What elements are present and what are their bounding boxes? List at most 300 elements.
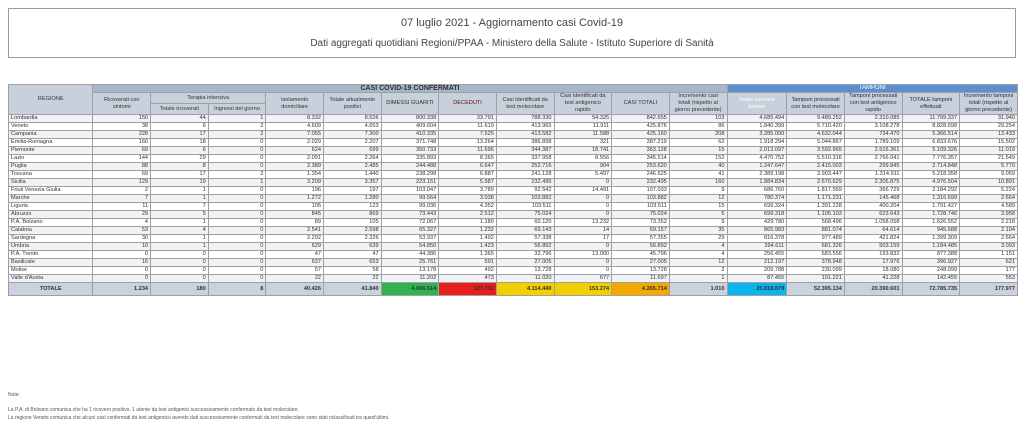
- region-name: Veneto: [9, 123, 93, 131]
- table-cell: 2.104: [960, 227, 1018, 235]
- table-cell: 681.326: [787, 243, 845, 251]
- table-cell: 0: [93, 267, 151, 275]
- table-cell: 677: [554, 275, 612, 283]
- table-cell: 0: [554, 211, 612, 219]
- table-cell: 11.020: [496, 275, 554, 283]
- table-cell: 103.882: [612, 195, 670, 203]
- table-cell: 9: [669, 187, 727, 195]
- table-cell: 208: [669, 131, 727, 139]
- table-cell: 0: [208, 211, 266, 219]
- table-cell: 13.728: [612, 267, 670, 275]
- region-name: Valle d'Aosta: [9, 275, 93, 283]
- table-cell: 2.415.003: [787, 163, 845, 171]
- table-cell: 2.264: [323, 155, 381, 163]
- table-cell: 177: [960, 267, 1018, 275]
- table-cell: 0: [554, 203, 612, 211]
- table-row: [9, 203, 1018, 211]
- table-cell: 129: [93, 179, 151, 187]
- table-row: [9, 155, 1018, 163]
- table-cell: 4: [93, 219, 151, 227]
- col-header-tamponi-antigenico: Tamponi processati con test antigenico rapido: [844, 93, 902, 115]
- col-header-isolamento: Isolamento domiciliare: [266, 93, 324, 115]
- table-cell: 62: [669, 139, 727, 147]
- table-cell: 387.219: [612, 139, 670, 147]
- table-cell: 734.470: [844, 131, 902, 139]
- table-cell: 1.314.911: [844, 171, 902, 179]
- table-cell: 9.059: [960, 171, 1018, 179]
- table-cell: 623.643: [844, 211, 902, 219]
- table-cell: 637: [266, 259, 324, 267]
- table-cell: 4.685.494: [727, 115, 787, 123]
- table-cell: 1: [208, 115, 266, 123]
- table-cell: 1: [151, 187, 209, 195]
- table-cell: 64.614: [844, 227, 902, 235]
- table-cell: 44.386: [381, 251, 439, 259]
- table-cell: 1.232: [439, 227, 497, 235]
- table-cell: 35: [669, 227, 727, 235]
- table-cell: 232.495: [496, 179, 554, 187]
- table-cell: 344.387: [496, 147, 554, 155]
- table-cell: 17.976: [844, 259, 902, 267]
- table-cell: 2.389: [266, 163, 324, 171]
- table-cell: 10.891: [960, 179, 1018, 187]
- table-cell: 230.099: [787, 267, 845, 275]
- table-cell: 0: [554, 267, 612, 275]
- table-cell: 1.391.228: [787, 203, 845, 211]
- table-cell: 29: [669, 235, 727, 243]
- total-row: [9, 283, 1018, 296]
- table-cell: 0: [208, 187, 266, 195]
- total-cell: 4.265.714: [612, 283, 670, 296]
- table-cell: 2.310.085: [844, 115, 902, 123]
- table-cell: 60.120: [496, 219, 554, 227]
- table-cell: 1.423: [439, 243, 497, 251]
- table-cell: 2.218: [960, 219, 1018, 227]
- table-cell: 800.338: [381, 115, 439, 123]
- total-cell: 25.818.879: [727, 283, 787, 296]
- table-cell: 4.470.752: [727, 155, 787, 163]
- table-cell: 103.511: [612, 203, 670, 211]
- total-cell: 1.010: [669, 283, 727, 296]
- table-cell: 0: [208, 139, 266, 147]
- table-cell: 27.005: [496, 259, 554, 267]
- table-cell: 69: [93, 171, 151, 179]
- table-cell: 1.058.058: [844, 219, 902, 227]
- table-cell: 1.247.647: [727, 163, 787, 171]
- table-cell: 624: [266, 147, 324, 155]
- table-row: [9, 219, 1018, 227]
- table-cell: 3.592.965: [787, 147, 845, 155]
- region-name: Puglia: [9, 163, 93, 171]
- table-cell: 3.209: [266, 179, 324, 187]
- col-header-tamponi-molecolare: Tamponi processati con test molecolare: [787, 93, 845, 115]
- table-cell: 248.099: [902, 267, 960, 275]
- table-cell: 1.789.109: [844, 139, 902, 147]
- table-cell: 16: [93, 259, 151, 267]
- table-cell: 13.232: [554, 219, 612, 227]
- table-cell: 53.937: [381, 235, 439, 243]
- total-cell: 127.731: [439, 283, 497, 296]
- table-cell: 2.512: [439, 211, 497, 219]
- table-cell: 193.832: [844, 251, 902, 259]
- table-cell: 7.055: [266, 131, 324, 139]
- table-cell: 75.024: [612, 211, 670, 219]
- table-cell: 232.495: [612, 179, 670, 187]
- col-header-incremento-casi: Incremento casi totali (rispetto al giorno precedente): [669, 93, 727, 115]
- table-cell: 21.549: [960, 155, 1018, 163]
- table-cell: 6: [151, 123, 209, 131]
- table-cell: 1: [151, 219, 209, 227]
- table-cell: 8.556: [554, 155, 612, 163]
- table-cell: 0: [151, 251, 209, 259]
- table-cell: 845: [266, 211, 324, 219]
- table-cell: 2.305.875: [844, 179, 902, 187]
- table-cell: 4.589: [960, 203, 1018, 211]
- table-row: [9, 259, 1018, 267]
- col-header-totale-ricoverati: Totale ricoverati: [151, 104, 209, 115]
- table-cell: 53: [93, 227, 151, 235]
- table-cell: 1.918.294: [727, 139, 787, 147]
- table-cell: 29: [151, 155, 209, 163]
- table-cell: 568.496: [787, 219, 845, 227]
- table-cell: 22: [323, 275, 381, 283]
- table-cell: 410.335: [381, 131, 439, 139]
- region-name: P.A. Bolzano: [9, 219, 93, 227]
- table-cell: 321: [554, 139, 612, 147]
- total-cell: 41.840: [323, 283, 381, 296]
- table-cell: 1.492: [439, 235, 497, 243]
- col-header-casi-molecolare: Casi identificati da test molecolare: [496, 93, 554, 115]
- table-cell: 425.160: [612, 131, 670, 139]
- table-cell: 2.326: [323, 235, 381, 243]
- table-cell: 69.157: [612, 227, 670, 235]
- table-cell: 6.887: [439, 171, 497, 179]
- table-cell: 2.714.848: [902, 163, 960, 171]
- table-cell: 396.927: [902, 259, 960, 267]
- table-cell: 54.850: [381, 243, 439, 251]
- table-cell: 253.620: [612, 163, 670, 171]
- table-cell: 86: [669, 123, 727, 131]
- table-cell: 350.733: [381, 147, 439, 155]
- table-cell: 8.526: [323, 115, 381, 123]
- table-cell: 2.541: [266, 227, 324, 235]
- table-cell: 103: [669, 115, 727, 123]
- total-cell: 153.274: [554, 283, 612, 296]
- report-subtitle: Dati aggregati quotidiani Regioni/PPAA - Ministero della Salute - Istituto Superiore di Sanità: [310, 38, 714, 49]
- table-cell: 0: [554, 179, 612, 187]
- table-cell: 1.272: [266, 195, 324, 203]
- table-cell: 99.036: [381, 203, 439, 211]
- table-cell: 0: [151, 267, 209, 275]
- table-cell: 11: [93, 203, 151, 211]
- table-cell: 18: [151, 139, 209, 147]
- col-header-persone-testate: Totale persone testate: [727, 93, 787, 115]
- table-cell: 18.080: [844, 267, 902, 275]
- col-header-ingressi-giorno: Ingressi del giorno: [208, 104, 266, 115]
- table-cell: 1: [151, 243, 209, 251]
- table-cell: 33.791: [439, 115, 497, 123]
- table-cell: 2.013.097: [727, 147, 787, 155]
- table-cell: 22: [266, 275, 324, 283]
- table-cell: 3.903.447: [787, 171, 845, 179]
- region-name: Calabria: [9, 227, 93, 235]
- table-cell: 699: [323, 147, 381, 155]
- table-row: [9, 211, 1018, 219]
- table-cell: 699.318: [727, 211, 787, 219]
- table-cell: 842.655: [612, 115, 670, 123]
- table-cell: 57: [266, 267, 324, 275]
- table-row: [9, 275, 1018, 283]
- col-header-deceduti: DECEDUTI: [439, 93, 497, 115]
- table-cell: 1: [208, 179, 266, 187]
- table-row: [9, 179, 1018, 187]
- table-cell: 6.833.676: [902, 139, 960, 147]
- table-row: [9, 123, 1018, 131]
- table-cell: 0: [208, 259, 266, 267]
- table-cell: 2.292: [266, 235, 324, 243]
- table-cell: 0: [208, 227, 266, 235]
- table-cell: 1.791.427: [902, 203, 960, 211]
- region-name: Abruzzo: [9, 211, 93, 219]
- table-cell: 363.128: [612, 147, 670, 155]
- table-cell: 386.898: [496, 139, 554, 147]
- region-name: Sardegna: [9, 235, 93, 243]
- table-cell: 7: [93, 195, 151, 203]
- table-cell: 103.047: [381, 187, 439, 195]
- region-name: Lombardia: [9, 115, 93, 123]
- table-cell: 65.327: [381, 227, 439, 235]
- table-cell: 5.510.316: [787, 155, 845, 163]
- table-cell: 5.770: [960, 163, 1018, 171]
- table-cell: 1.316.699: [902, 195, 960, 203]
- table-cell: 56.892: [612, 243, 670, 251]
- region-name: Campania: [9, 131, 93, 139]
- table-cell: 29.254: [960, 123, 1018, 131]
- table-row: [9, 267, 1018, 275]
- table-cell: 0: [208, 267, 266, 275]
- table-cell: 5.224: [960, 187, 1018, 195]
- table-cell: 2: [208, 123, 266, 131]
- table-cell: 58: [323, 267, 381, 275]
- table-cell: 0: [208, 155, 266, 163]
- table-row: [9, 163, 1018, 171]
- table-cell: 877.388: [902, 251, 960, 259]
- table-cell: 4.653: [323, 123, 381, 131]
- table-cell: 0: [208, 195, 266, 203]
- table-cell: 2.766.041: [844, 155, 902, 163]
- table-cell: 40: [669, 163, 727, 171]
- table-cell: 223.151: [381, 179, 439, 187]
- table-cell: 413.965: [496, 123, 554, 131]
- table-cell: 11.696: [439, 147, 497, 155]
- table-cell: 2.598: [323, 227, 381, 235]
- table-cell: 30: [93, 235, 151, 243]
- table-row: [9, 195, 1018, 203]
- table-cell: 17: [151, 171, 209, 179]
- table-cell: 1.817.569: [787, 187, 845, 195]
- note-line: La regione Veneto comunica che alcuni casi confermati da test antigenico avendo dati successivamente confermati da test molecolare sono stati riclassificati tra quest'ultimi.: [8, 415, 390, 421]
- table-cell: 44: [151, 115, 209, 123]
- table-cell: 252.716: [496, 163, 554, 171]
- table-cell: 1: [669, 275, 727, 283]
- table-cell: 2.670.629: [787, 179, 845, 187]
- table-cell: 2.091: [266, 155, 324, 163]
- table-cell: 160: [669, 179, 727, 187]
- table-cell: 7.300: [323, 131, 381, 139]
- table-cell: 5: [669, 211, 727, 219]
- table-cell: 2.184.292: [902, 187, 960, 195]
- table-row: [9, 227, 1018, 235]
- table-cell: 409.604: [381, 123, 439, 131]
- table-cell: 57.338: [496, 235, 554, 243]
- table-cell: 105: [266, 203, 324, 211]
- table-cell: 27.005: [612, 259, 670, 267]
- table-row: [9, 139, 1018, 147]
- total-cell: 177.977: [960, 283, 1018, 296]
- table-cell: 1.440: [323, 171, 381, 179]
- table-cell: 7.776.357: [902, 155, 960, 163]
- table-cell: 5.710.420: [787, 123, 845, 131]
- table-cell: 3.108.278: [844, 123, 902, 131]
- table-cell: 5.987: [439, 179, 497, 187]
- total-cell: 72.785.735: [902, 283, 960, 296]
- total-cell: 1.234: [93, 283, 151, 296]
- table-cell: 17: [554, 235, 612, 243]
- table-cell: 13.433: [960, 131, 1018, 139]
- region-name: Marche: [9, 195, 93, 203]
- group-header-terapia-intensiva: Terapia intensiva: [151, 93, 266, 104]
- covid-cases-table: [8, 84, 1018, 296]
- region-name: Toscana: [9, 171, 93, 179]
- table-cell: 142.455: [902, 275, 960, 283]
- table-cell: 11.202: [381, 275, 439, 283]
- table-cell: 11.697: [612, 275, 670, 283]
- table-row: [9, 243, 1018, 251]
- table-cell: 0: [93, 251, 151, 259]
- table-cell: 3.038: [439, 195, 497, 203]
- table-cell: 816.378: [727, 235, 787, 243]
- table-cell: 13.178: [381, 267, 439, 275]
- table-cell: 0: [208, 243, 266, 251]
- table-cell: 0: [208, 163, 266, 171]
- table-cell: 0: [208, 203, 266, 211]
- table-cell: 246.625: [612, 171, 670, 179]
- table-cell: 1.728.746: [902, 211, 960, 219]
- table-cell: 12: [669, 195, 727, 203]
- table-cell: 4: [669, 243, 727, 251]
- table-cell: 394.611: [727, 243, 787, 251]
- total-cell: 8: [208, 283, 266, 296]
- table-cell: 12: [669, 259, 727, 267]
- table-cell: 11.619: [439, 123, 497, 131]
- table-cell: 400.204: [844, 203, 902, 211]
- table-cell: 196: [266, 187, 324, 195]
- table-cell: 31.940: [960, 115, 1018, 123]
- total-label: TOTALE: [9, 283, 93, 296]
- region-name: Liguria: [9, 203, 93, 211]
- group-header-tamponi: TAMPONI: [727, 85, 1017, 93]
- table-cell: 1.399.309: [902, 235, 960, 243]
- table-cell: 6: [151, 147, 209, 155]
- table-cell: 73.443: [381, 211, 439, 219]
- table-cell: 1: [151, 195, 209, 203]
- table-cell: 0: [554, 259, 612, 267]
- table-cell: 19: [151, 179, 209, 187]
- table-row: [9, 187, 1018, 195]
- table-cell: 18.741: [554, 147, 612, 155]
- table-cell: 977.489: [787, 235, 845, 243]
- region-name: Molise: [9, 267, 93, 275]
- table-cell: 103.882: [496, 195, 554, 203]
- table-cell: 2.664: [960, 195, 1018, 203]
- table-cell: 683.556: [787, 251, 845, 259]
- table-cell: 0: [208, 251, 266, 259]
- table-cell: 2.485: [323, 163, 381, 171]
- table-cell: 4: [151, 227, 209, 235]
- table-cell: 11.799.337: [902, 115, 960, 123]
- report-title: 07 luglio 2021 - Aggiornamento casi Covid-19: [401, 17, 623, 29]
- table-cell: 13.000: [554, 251, 612, 259]
- table-cell: 73.352: [612, 219, 670, 227]
- table-cell: 7: [151, 203, 209, 211]
- region-name: Lazio: [9, 155, 93, 163]
- table-cell: 105: [323, 219, 381, 227]
- table-cell: 238.298: [381, 171, 439, 179]
- table-cell: 5.044.867: [787, 139, 845, 147]
- table-cell: 10: [93, 243, 151, 251]
- table-cell: 553: [960, 275, 1018, 283]
- table-cell: 2: [208, 131, 266, 139]
- table-row: [9, 235, 1018, 243]
- table-cell: 8.828.698: [902, 123, 960, 131]
- table-cell: 653: [323, 259, 381, 267]
- table-cell: 13.728: [496, 267, 554, 275]
- table-cell: 5: [151, 211, 209, 219]
- table-cell: 144: [93, 155, 151, 163]
- table-cell: 1: [151, 235, 209, 243]
- table-cell: 299.845: [844, 163, 902, 171]
- table-cell: 15.502: [960, 139, 1018, 147]
- table-cell: 47: [323, 251, 381, 259]
- table-cell: 788.330: [496, 115, 554, 123]
- table-cell: 3.958: [960, 211, 1018, 219]
- note-line: La P.A. di Bolzano comunica che ha 1 ricovero positivo. 1 utente da test antigenici successivamente confermato da test molecolare.: [8, 407, 299, 413]
- table-cell: 869: [323, 211, 381, 219]
- table-cell: 5.218.358: [902, 171, 960, 179]
- table-cell: 1.354: [266, 171, 324, 179]
- table-cell: 2.516.361: [844, 147, 902, 155]
- region-name: Basilicate: [9, 259, 93, 267]
- table-cell: 256.455: [727, 251, 787, 259]
- table-cell: 2: [669, 267, 727, 275]
- table-cell: 75.024: [496, 211, 554, 219]
- table-cell: 25.761: [381, 259, 439, 267]
- table-cell: 103.511: [496, 203, 554, 211]
- table-cell: 0: [208, 219, 266, 227]
- table-cell: 9.489.252: [787, 115, 845, 123]
- table-cell: 2.207: [323, 139, 381, 147]
- table-cell: 2.029: [266, 139, 324, 147]
- table-cell: 212.197: [727, 259, 787, 267]
- col-header-ricoverati: Ricoverati con sintomi: [93, 93, 151, 115]
- table-cell: 4.976.504: [902, 179, 960, 187]
- table-cell: 7.525: [439, 131, 497, 139]
- table-cell: 3.093: [960, 243, 1018, 251]
- table-cell: 0: [151, 275, 209, 283]
- total-cell: 52.395.134: [787, 283, 845, 296]
- table-cell: 38: [93, 123, 151, 131]
- report-title-box: [8, 8, 1016, 58]
